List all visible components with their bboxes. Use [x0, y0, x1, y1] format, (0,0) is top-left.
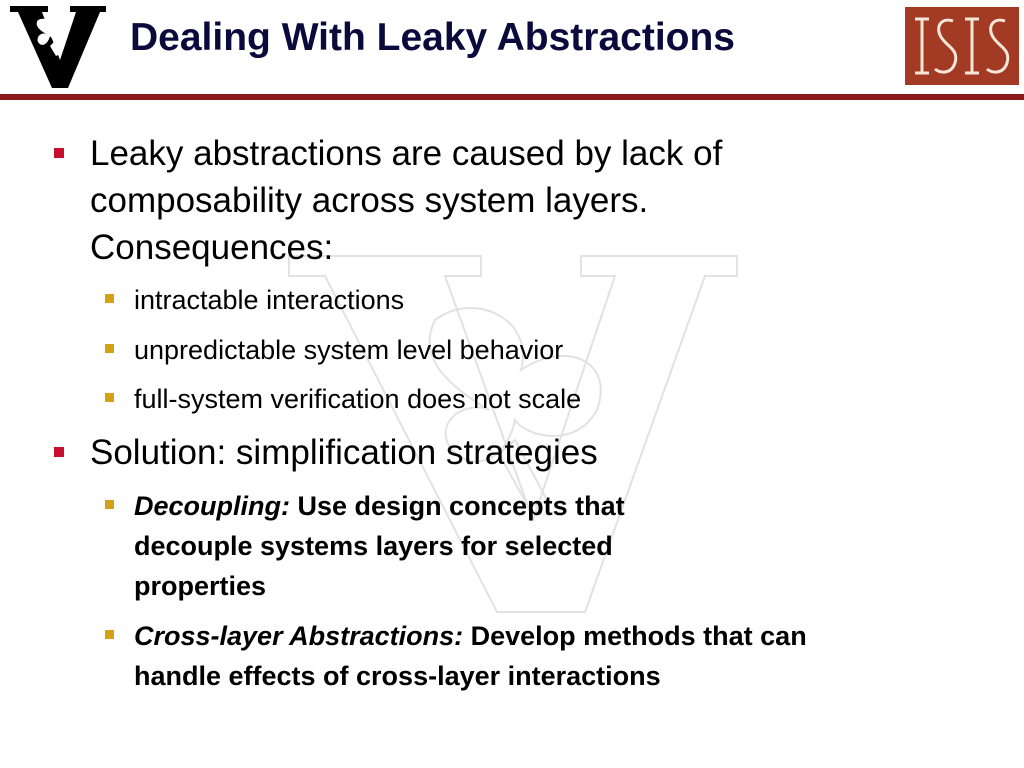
sub-bullet-text: decouple systems layers for selected	[134, 531, 613, 561]
sub-bullet-text: intractable interactions	[134, 285, 405, 315]
square-bullet-icon	[105, 344, 114, 353]
bullet-item	[90, 429, 598, 476]
sub-bullet-item	[134, 616, 1014, 696]
sub-bullet-item	[134, 330, 563, 370]
sub-bullet-item	[134, 379, 581, 419]
bullet-text-line: composability across system layers.	[90, 181, 649, 220]
sub-bullet-item	[134, 280, 404, 320]
bullet-item	[90, 130, 830, 271]
square-bullet-icon	[105, 630, 114, 639]
bullet-text-line: Leaky abstractions are caused by lack of	[90, 134, 723, 173]
bullet-text-line: Consequences:	[90, 228, 334, 267]
sub-bullet-text: properties	[134, 571, 267, 601]
sub-bullet-text: full-system verification does not scale	[134, 384, 582, 414]
sub-bullet-term: Decoupling:	[134, 491, 290, 521]
slide-title: Dealing With Leaky Abstractions	[130, 16, 735, 59]
square-bullet-icon	[54, 447, 64, 457]
square-bullet-icon	[105, 393, 114, 402]
sub-bullet-term: Cross-layer Abstractions:	[134, 621, 464, 651]
sub-bullet-text: Develop methods that can	[470, 621, 807, 651]
bullet-text-line: Solution: simplification strategies	[90, 433, 598, 472]
square-bullet-icon	[105, 294, 114, 303]
square-bullet-icon	[105, 500, 114, 509]
sub-bullet-text: unpredictable system level behavior	[134, 335, 564, 365]
sub-bullet-text: Use design concepts that	[297, 491, 625, 521]
sub-bullet-item	[134, 486, 954, 606]
sub-bullet-text: handle effects of cross-layer interactions	[134, 661, 661, 691]
square-bullet-icon	[54, 148, 64, 158]
